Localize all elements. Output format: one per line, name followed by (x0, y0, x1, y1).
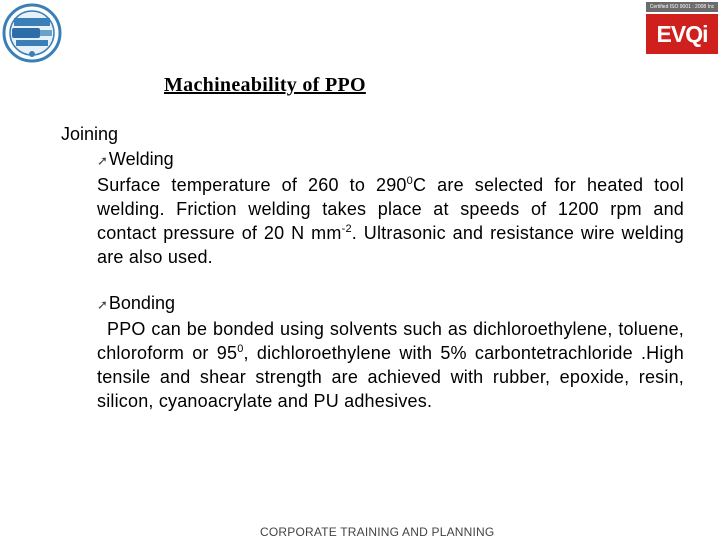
welding-text-b: C are selected for heated tool welding. Friction welding takes place at speeds of 1200 rpm and contact pressure of 20 N mm (97, 175, 684, 243)
bonding-subheading (97, 293, 175, 314)
welding-subheading (97, 149, 174, 170)
bonding-paragraph (97, 317, 684, 413)
evqi-logo: EVQi (646, 14, 718, 54)
bonding-text-a: PPO can be bonded using solvents such as dichloroethylene, toluene, chloroform or 95 (97, 319, 684, 363)
cipet-emblem-icon (2, 2, 62, 64)
arrow-bullet-icon: ➚ (97, 297, 108, 312)
certification-logo (646, 2, 718, 54)
welding-label: Welding (108, 149, 174, 169)
welding-text-c: . Ultrasonic and resistance wire welding are also used. (97, 223, 684, 267)
welding-text-a: Surface temperature of 260 to 290 (97, 175, 407, 195)
cipet-logo (2, 2, 62, 64)
bonding-label: Bonding (108, 293, 175, 313)
welding-sup-a: 0 (406, 175, 413, 187)
certification-strip: Certified ISO 9001 : 2008 Inc (646, 2, 718, 12)
section-heading: Joining (61, 124, 119, 144)
bonding-sup-a: 0 (237, 343, 244, 355)
bonding-text-b: , dichloroethylene with 5% carbontetrachloride .High tensile and shear strength are achieved with rubber, epoxide, resin, silicon, cyanoacrylate and PU adhesives. (97, 343, 684, 411)
welding-sup-b: -2 (341, 223, 352, 235)
welding-paragraph (97, 173, 684, 269)
footer-text: CORPORATE TRAINING AND PLANNING (260, 525, 495, 539)
slide-title: Machineability of PPO (164, 74, 366, 96)
arrow-bullet-icon: ➚ (97, 153, 108, 168)
